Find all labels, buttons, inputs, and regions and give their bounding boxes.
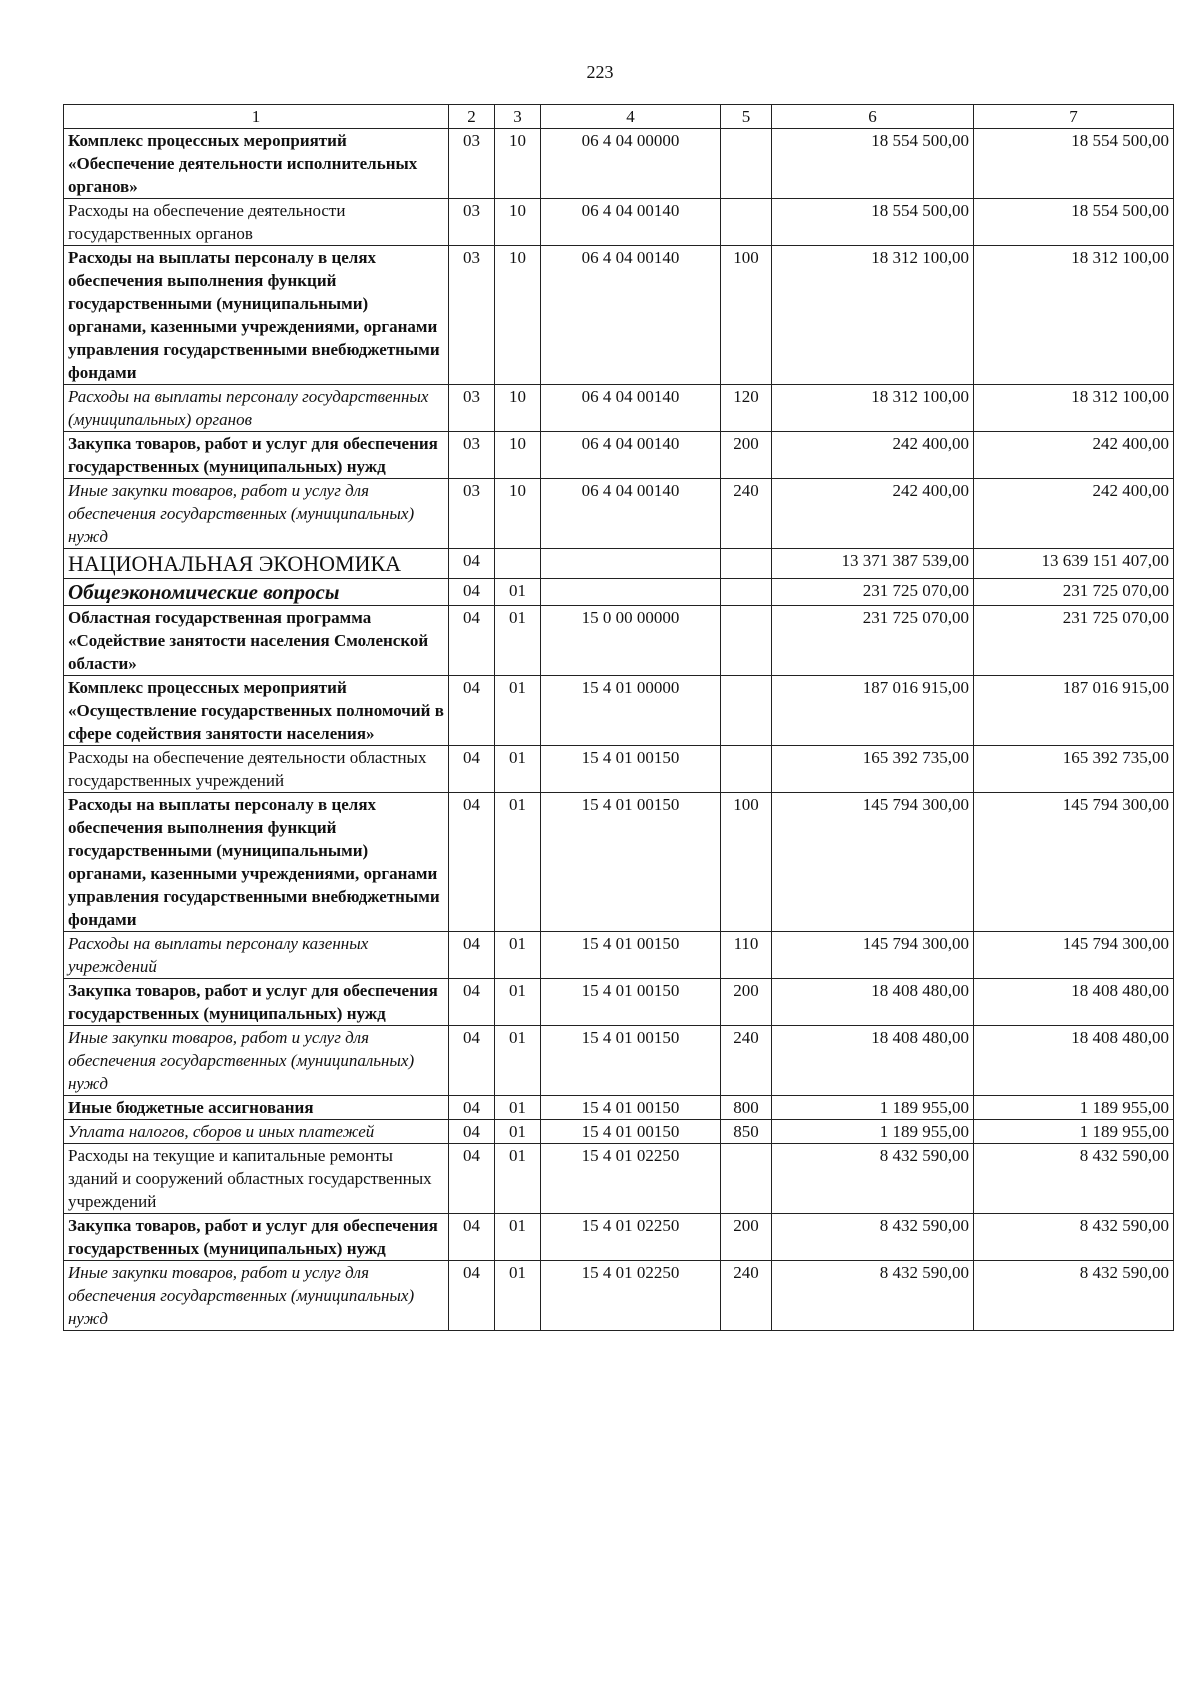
row-target-code xyxy=(541,549,721,579)
row-amount-year-1: 145 794 300,00 xyxy=(772,793,974,932)
row-target-code xyxy=(541,579,721,606)
table-row xyxy=(64,676,1174,746)
row-amount-year-2: 13 639 151 407,00 xyxy=(974,549,1174,579)
row-target-code: 15 4 01 00000 xyxy=(541,676,721,746)
row-section-code: 04 xyxy=(449,1120,495,1144)
row-subsection-code: 01 xyxy=(495,793,541,932)
row-amount-year-2: 187 016 915,00 xyxy=(974,676,1174,746)
table-row xyxy=(64,793,1174,932)
row-subsection-code: 01 xyxy=(495,1096,541,1120)
row-name: НАЦИОНАЛЬНАЯ ЭКОНОМИКА xyxy=(64,549,449,579)
row-target-code: 06 4 04 00140 xyxy=(541,246,721,385)
row-section-code: 04 xyxy=(449,932,495,979)
row-expense-type: 200 xyxy=(721,432,772,479)
row-amount-year-1: 18 408 480,00 xyxy=(772,1026,974,1096)
row-section-code: 04 xyxy=(449,979,495,1026)
row-target-code: 06 4 04 00140 xyxy=(541,479,721,549)
row-section-code: 03 xyxy=(449,246,495,385)
row-subsection-code: 01 xyxy=(495,1026,541,1096)
row-section-code: 04 xyxy=(449,549,495,579)
table-row xyxy=(64,1144,1174,1214)
row-amount-year-2: 242 400,00 xyxy=(974,432,1174,479)
row-amount-year-1: 18 312 100,00 xyxy=(772,246,974,385)
row-subsection-code: 01 xyxy=(495,579,541,606)
row-name: Иные закупки товаров, работ и услуг для обеспечения государственных (муниципальных) нужд xyxy=(64,1026,449,1096)
row-section-code: 03 xyxy=(449,432,495,479)
row-subsection-code: 01 xyxy=(495,676,541,746)
row-name: Комплекс процессных мероприятий «Осуществление государственных полномочий в сфере содействия занятости населения» xyxy=(64,676,449,746)
table-row xyxy=(64,1096,1174,1120)
row-target-code: 15 4 01 00150 xyxy=(541,1026,721,1096)
row-subsection-code: 10 xyxy=(495,385,541,432)
row-target-code: 15 4 01 00150 xyxy=(541,932,721,979)
row-amount-year-2: 18 312 100,00 xyxy=(974,385,1174,432)
row-target-code: 15 4 01 02250 xyxy=(541,1214,721,1261)
row-amount-year-1: 1 189 955,00 xyxy=(772,1096,974,1120)
row-subsection-code: 10 xyxy=(495,246,541,385)
row-section-code: 04 xyxy=(449,1214,495,1261)
row-target-code: 06 4 04 00140 xyxy=(541,432,721,479)
row-target-code: 15 4 01 00150 xyxy=(541,979,721,1026)
row-subsection-code: 01 xyxy=(495,1261,541,1331)
row-name: Иные закупки товаров, работ и услуг для обеспечения государственных (муниципальных) нужд xyxy=(64,1261,449,1331)
row-section-code: 04 xyxy=(449,1026,495,1096)
row-subsection-code xyxy=(495,549,541,579)
row-name: Расходы на выплаты персоналу в целях обеспечения выполнения функций государственными (муниципальными) органами, казенными учреждениями, органами управления государственными внебюджетными фондами xyxy=(64,246,449,385)
row-name: Комплекс процессных мероприятий «Обеспечение деятельности исполнительных органов» xyxy=(64,129,449,199)
row-subsection-code: 01 xyxy=(495,746,541,793)
row-target-code: 15 4 01 02250 xyxy=(541,1144,721,1214)
row-expense-type xyxy=(721,579,772,606)
header-col-6: 6 xyxy=(772,105,974,129)
row-amount-year-1: 231 725 070,00 xyxy=(772,606,974,676)
row-amount-year-1: 18 312 100,00 xyxy=(772,385,974,432)
row-amount-year-2: 18 554 500,00 xyxy=(974,199,1174,246)
table-row xyxy=(64,746,1174,793)
header-col-2: 2 xyxy=(449,105,495,129)
row-name: Расходы на выплаты персоналу государственных (муниципальных) органов xyxy=(64,385,449,432)
row-target-code: 15 4 01 00150 xyxy=(541,1120,721,1144)
row-amount-year-2: 8 432 590,00 xyxy=(974,1144,1174,1214)
row-amount-year-1: 13 371 387 539,00 xyxy=(772,549,974,579)
row-target-code: 15 4 01 00150 xyxy=(541,793,721,932)
row-expense-type xyxy=(721,676,772,746)
row-expense-type: 240 xyxy=(721,1026,772,1096)
row-target-code: 15 4 01 02250 xyxy=(541,1261,721,1331)
row-section-code: 04 xyxy=(449,676,495,746)
row-expense-type: 100 xyxy=(721,246,772,385)
row-amount-year-1: 8 432 590,00 xyxy=(772,1214,974,1261)
table-row xyxy=(64,1120,1174,1144)
row-subsection-code: 10 xyxy=(495,432,541,479)
row-amount-year-2: 8 432 590,00 xyxy=(974,1261,1174,1331)
row-amount-year-1: 165 392 735,00 xyxy=(772,746,974,793)
row-amount-year-1: 187 016 915,00 xyxy=(772,676,974,746)
row-subsection-code: 01 xyxy=(495,1214,541,1261)
row-expense-type: 850 xyxy=(721,1120,772,1144)
row-expense-type: 200 xyxy=(721,1214,772,1261)
row-section-code: 04 xyxy=(449,1096,495,1120)
row-expense-type: 100 xyxy=(721,793,772,932)
row-subsection-code: 01 xyxy=(495,606,541,676)
row-name: Уплата налогов, сборов и иных платежей xyxy=(64,1120,449,1144)
row-target-code: 06 4 04 00000 xyxy=(541,129,721,199)
row-target-code: 06 4 04 00140 xyxy=(541,199,721,246)
row-subsection-code: 01 xyxy=(495,1144,541,1214)
row-amount-year-1: 18 554 500,00 xyxy=(772,129,974,199)
row-expense-type xyxy=(721,129,772,199)
row-amount-year-2: 18 554 500,00 xyxy=(974,129,1174,199)
row-expense-type xyxy=(721,746,772,793)
row-name: Расходы на выплаты персоналу казенных учреждений xyxy=(64,932,449,979)
row-name: Расходы на текущие и капитальные ремонты зданий и сооружений областных государственных учреждений xyxy=(64,1144,449,1214)
row-name: Закупка товаров, работ и услуг для обеспечения государственных (муниципальных) нужд xyxy=(64,1214,449,1261)
row-section-code: 03 xyxy=(449,129,495,199)
row-amount-year-1: 1 189 955,00 xyxy=(772,1120,974,1144)
row-name: Расходы на выплаты персоналу в целях обеспечения выполнения функций государственными (муниципальными) органами, казенными учреждениями, органами управления государственными внебюджетными фондами xyxy=(64,793,449,932)
row-amount-year-1: 8 432 590,00 xyxy=(772,1261,974,1331)
table-row xyxy=(64,199,1174,246)
row-name: Расходы на обеспечение деятельности областных государственных учреждений xyxy=(64,746,449,793)
table-row xyxy=(64,979,1174,1026)
table-row xyxy=(64,246,1174,385)
row-amount-year-2: 231 725 070,00 xyxy=(974,579,1174,606)
row-amount-year-2: 145 794 300,00 xyxy=(974,932,1174,979)
header-col-4: 4 xyxy=(541,105,721,129)
table-row xyxy=(64,432,1174,479)
table-row xyxy=(64,1214,1174,1261)
table-row xyxy=(64,1026,1174,1096)
row-subsection-code: 10 xyxy=(495,129,541,199)
header-col-7: 7 xyxy=(974,105,1174,129)
header-col-3: 3 xyxy=(495,105,541,129)
row-name: Закупка товаров, работ и услуг для обеспечения государственных (муниципальных) нужд xyxy=(64,432,449,479)
row-name: Областная государственная программа «Содействие занятости населения Смоленской области» xyxy=(64,606,449,676)
row-name: Иные бюджетные ассигнования xyxy=(64,1096,449,1120)
page-number: 223 xyxy=(586,62,614,82)
row-section-code: 03 xyxy=(449,385,495,432)
table-row xyxy=(64,579,1174,606)
row-name: Иные закупки товаров, работ и услуг для обеспечения государственных (муниципальных) нужд xyxy=(64,479,449,549)
header-col-1: 1 xyxy=(64,105,449,129)
row-expense-type xyxy=(721,549,772,579)
row-amount-year-2: 18 408 480,00 xyxy=(974,1026,1174,1096)
row-subsection-code: 01 xyxy=(495,932,541,979)
row-amount-year-1: 18 408 480,00 xyxy=(772,979,974,1026)
table-row xyxy=(64,932,1174,979)
row-amount-year-1: 242 400,00 xyxy=(772,432,974,479)
row-name: Расходы на обеспечение деятельности государственных органов xyxy=(64,199,449,246)
row-expense-type: 110 xyxy=(721,932,772,979)
row-amount-year-2: 1 189 955,00 xyxy=(974,1120,1174,1144)
budget-table xyxy=(63,104,1174,1331)
row-amount-year-1: 145 794 300,00 xyxy=(772,932,974,979)
row-section-code: 04 xyxy=(449,746,495,793)
row-amount-year-2: 8 432 590,00 xyxy=(974,1214,1174,1261)
row-amount-year-2: 145 794 300,00 xyxy=(974,793,1174,932)
row-amount-year-2: 165 392 735,00 xyxy=(974,746,1174,793)
row-section-code: 04 xyxy=(449,793,495,932)
row-amount-year-2: 231 725 070,00 xyxy=(974,606,1174,676)
row-expense-type: 240 xyxy=(721,479,772,549)
row-amount-year-2: 18 408 480,00 xyxy=(974,979,1174,1026)
row-section-code: 04 xyxy=(449,1144,495,1214)
row-amount-year-2: 18 312 100,00 xyxy=(974,246,1174,385)
header-col-5: 5 xyxy=(721,105,772,129)
row-section-code: 03 xyxy=(449,479,495,549)
row-section-code: 03 xyxy=(449,199,495,246)
row-expense-type xyxy=(721,606,772,676)
table-row xyxy=(64,606,1174,676)
table-row xyxy=(64,479,1174,549)
row-section-code: 04 xyxy=(449,606,495,676)
row-section-code: 04 xyxy=(449,1261,495,1331)
row-expense-type: 200 xyxy=(721,979,772,1026)
row-target-code: 15 0 00 00000 xyxy=(541,606,721,676)
row-expense-type xyxy=(721,1144,772,1214)
row-target-code: 15 4 01 00150 xyxy=(541,746,721,793)
row-amount-year-1: 231 725 070,00 xyxy=(772,579,974,606)
row-amount-year-2: 242 400,00 xyxy=(974,479,1174,549)
row-expense-type xyxy=(721,199,772,246)
row-subsection-code: 10 xyxy=(495,199,541,246)
row-subsection-code: 10 xyxy=(495,479,541,549)
row-name: Общеэкономические вопросы xyxy=(64,579,449,606)
table-row xyxy=(64,549,1174,579)
row-subsection-code: 01 xyxy=(495,1120,541,1144)
row-target-code: 06 4 04 00140 xyxy=(541,385,721,432)
row-amount-year-1: 18 554 500,00 xyxy=(772,199,974,246)
row-target-code: 15 4 01 00150 xyxy=(541,1096,721,1120)
row-expense-type: 800 xyxy=(721,1096,772,1120)
row-expense-type: 240 xyxy=(721,1261,772,1331)
row-subsection-code: 01 xyxy=(495,979,541,1026)
row-amount-year-1: 242 400,00 xyxy=(772,479,974,549)
row-amount-year-2: 1 189 955,00 xyxy=(974,1096,1174,1120)
row-section-code: 04 xyxy=(449,579,495,606)
table-row xyxy=(64,129,1174,199)
row-name: Закупка товаров, работ и услуг для обеспечения государственных (муниципальных) нужд xyxy=(64,979,449,1026)
table-row xyxy=(64,1261,1174,1331)
table-row xyxy=(64,385,1174,432)
row-expense-type: 120 xyxy=(721,385,772,432)
row-amount-year-1: 8 432 590,00 xyxy=(772,1144,974,1214)
header-row xyxy=(64,105,1174,129)
